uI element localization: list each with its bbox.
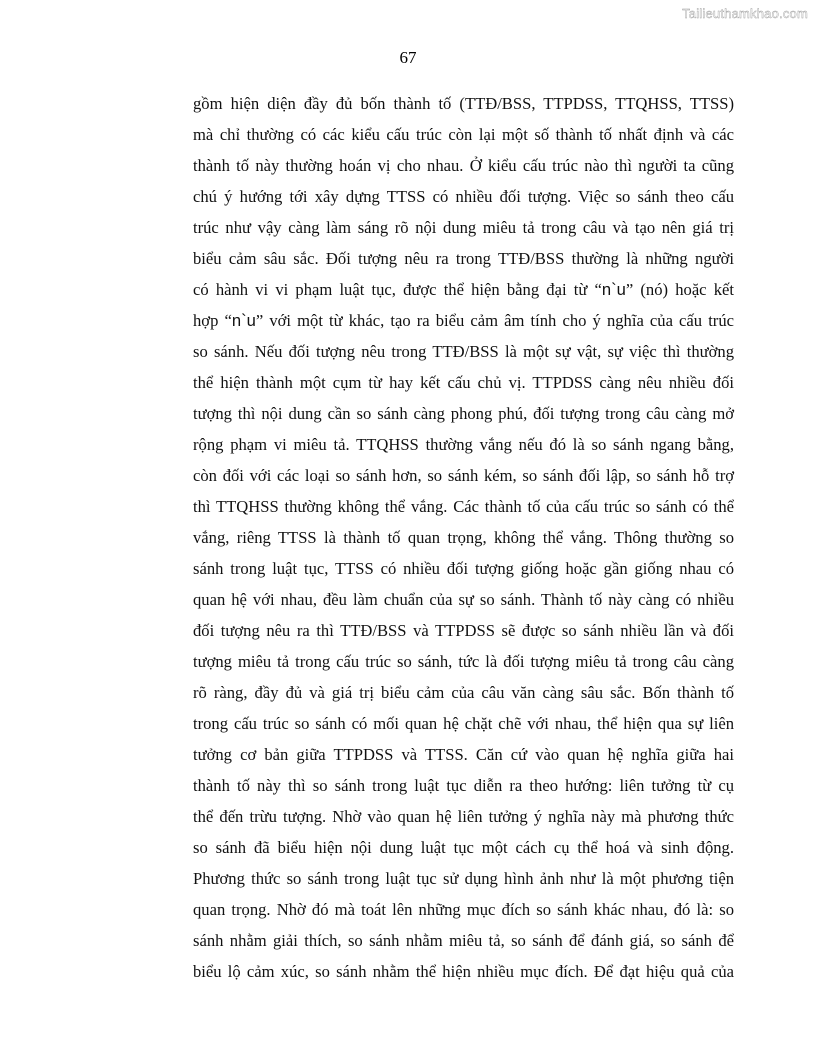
text-line: sánh nhằm giải thích, so sánh nhằm miêu tả, so sánh để đánh giá, so sánh để: [193, 931, 734, 950]
text-line: biểu cảm sâu sắc. Đối tượng nêu ra trong TTĐ/BSS thường là những người: [193, 249, 734, 268]
pronoun-term: n`u: [231, 311, 256, 330]
text-line: rộng phạm vi miêu tả. TTQHSS thường vắng nếu đó là so sánh ngang bằng,: [193, 435, 734, 454]
text-line: rõ ràng, đầy đủ và giá trị biểu cảm của câu văn càng sâu sắc. Bốn thành tố: [193, 683, 734, 702]
text-line: biểu lộ cảm xúc, so sánh nhằm thể hiện nhiều mục đích. Để đạt hiệu quả của: [193, 962, 734, 981]
text-line: tượng thì nội dung cần so sánh càng phong phú, đối tượng trong câu càng mở: [193, 404, 734, 423]
text-line: còn đối với các loại so sánh hơn, so sánh kém, so sánh đối lập, so sánh hỗ trợ: [193, 466, 734, 485]
text-line: sánh trong luật tục, TTSS có nhiều đối tượng giống hoặc gần giống nhau có: [193, 559, 734, 578]
text-line: gồm hiện diện đầy đủ bốn thành tố (TTĐ/BSS, TTPDSS, TTQHSS, TTSS): [193, 94, 734, 113]
text-line: thì TTQHSS thường không thể vắng. Các thành tố của cấu trúc so sánh có thể: [193, 497, 734, 516]
text-line: so sánh. Nếu đối tượng nêu trong TTĐ/BSS là một sự vật, sự việc thì thường: [193, 342, 734, 361]
text-line: chú ý hướng tới xây dựng TTSS có nhiều đối tượng. Việc so sánh theo cấu: [193, 187, 734, 206]
pronoun-term: n`u: [601, 280, 626, 299]
text-line: tưởng cơ bản giữa TTPDSS và TTSS. Căn cứ vào quan hệ nghĩa giữa hai: [193, 745, 734, 764]
text-line: thành tố này thường hoán vị cho nhau. Ở kiểu cấu trúc nào thì người ta cũng: [193, 156, 734, 175]
text-line: thể hiện thành một cụm từ hay kết cấu chủ vị. TTPDSS càng nêu nhiều đối: [193, 373, 734, 392]
text-line: mà chỉ thường có các kiểu cấu trúc còn lại một số thành tố nhất định và các: [193, 125, 734, 144]
body-paragraph: [193, 92, 734, 991]
text-line: trong cấu trúc so sánh có mối quan hệ chặt chẽ với nhau, thể hiện qua sự liên: [193, 714, 734, 733]
text-line: quan hệ với nhau, đều làm chuẩn của sự so sánh. Thành tố này càng có nhiều: [193, 590, 734, 609]
text-line: vắng, riêng TTSS là thành tố quan trọng, không thể vắng. Thông thường so: [193, 528, 734, 547]
text-line: có hành vi vi phạm luật tục, được thể hiện bằng đại từ “n`u” (nó) hoặc kết: [193, 280, 734, 299]
text-line: quan trọng. Nhờ đó mà toát lên những mục đích so sánh khác nhau, đó là: so: [193, 900, 734, 919]
page-number: 67: [399, 48, 417, 67]
text-line: đối tượng nêu ra thì TTĐ/BSS và TTPDSS sẽ được so sánh nhiều lần và đối: [193, 621, 734, 640]
text-line: tượng miêu tả trong cấu trúc so sánh, tức là đối tượng miêu tả trong câu càng: [193, 652, 734, 671]
text-line: so sánh đã biểu hiện nội dung luật tục một cách cụ thể hoá và sinh động.: [193, 838, 734, 857]
text-line: trúc như vậy càng làm sáng rõ nội dung miêu tả trong câu và tạo nên giá trị: [193, 218, 734, 237]
text-line: thể đến trừu tượng. Nhờ vào quan hệ liên tưởng ý nghĩa này mà phương thức: [193, 807, 734, 826]
text-line: hợp “n`u” với một từ khác, tạo ra biểu cảm âm tính cho ý nghĩa của cấu trúc: [193, 311, 734, 330]
watermark: Tailieuthamkhao.com: [682, 6, 808, 21]
text-line: thành tố này thì so sánh trong luật tục diễn ra theo hướng: liên tưởng từ cụ: [193, 776, 734, 795]
text-line: Phương thức so sánh trong luật tục sử dụng hình ảnh như là một phương tiện: [193, 869, 734, 888]
